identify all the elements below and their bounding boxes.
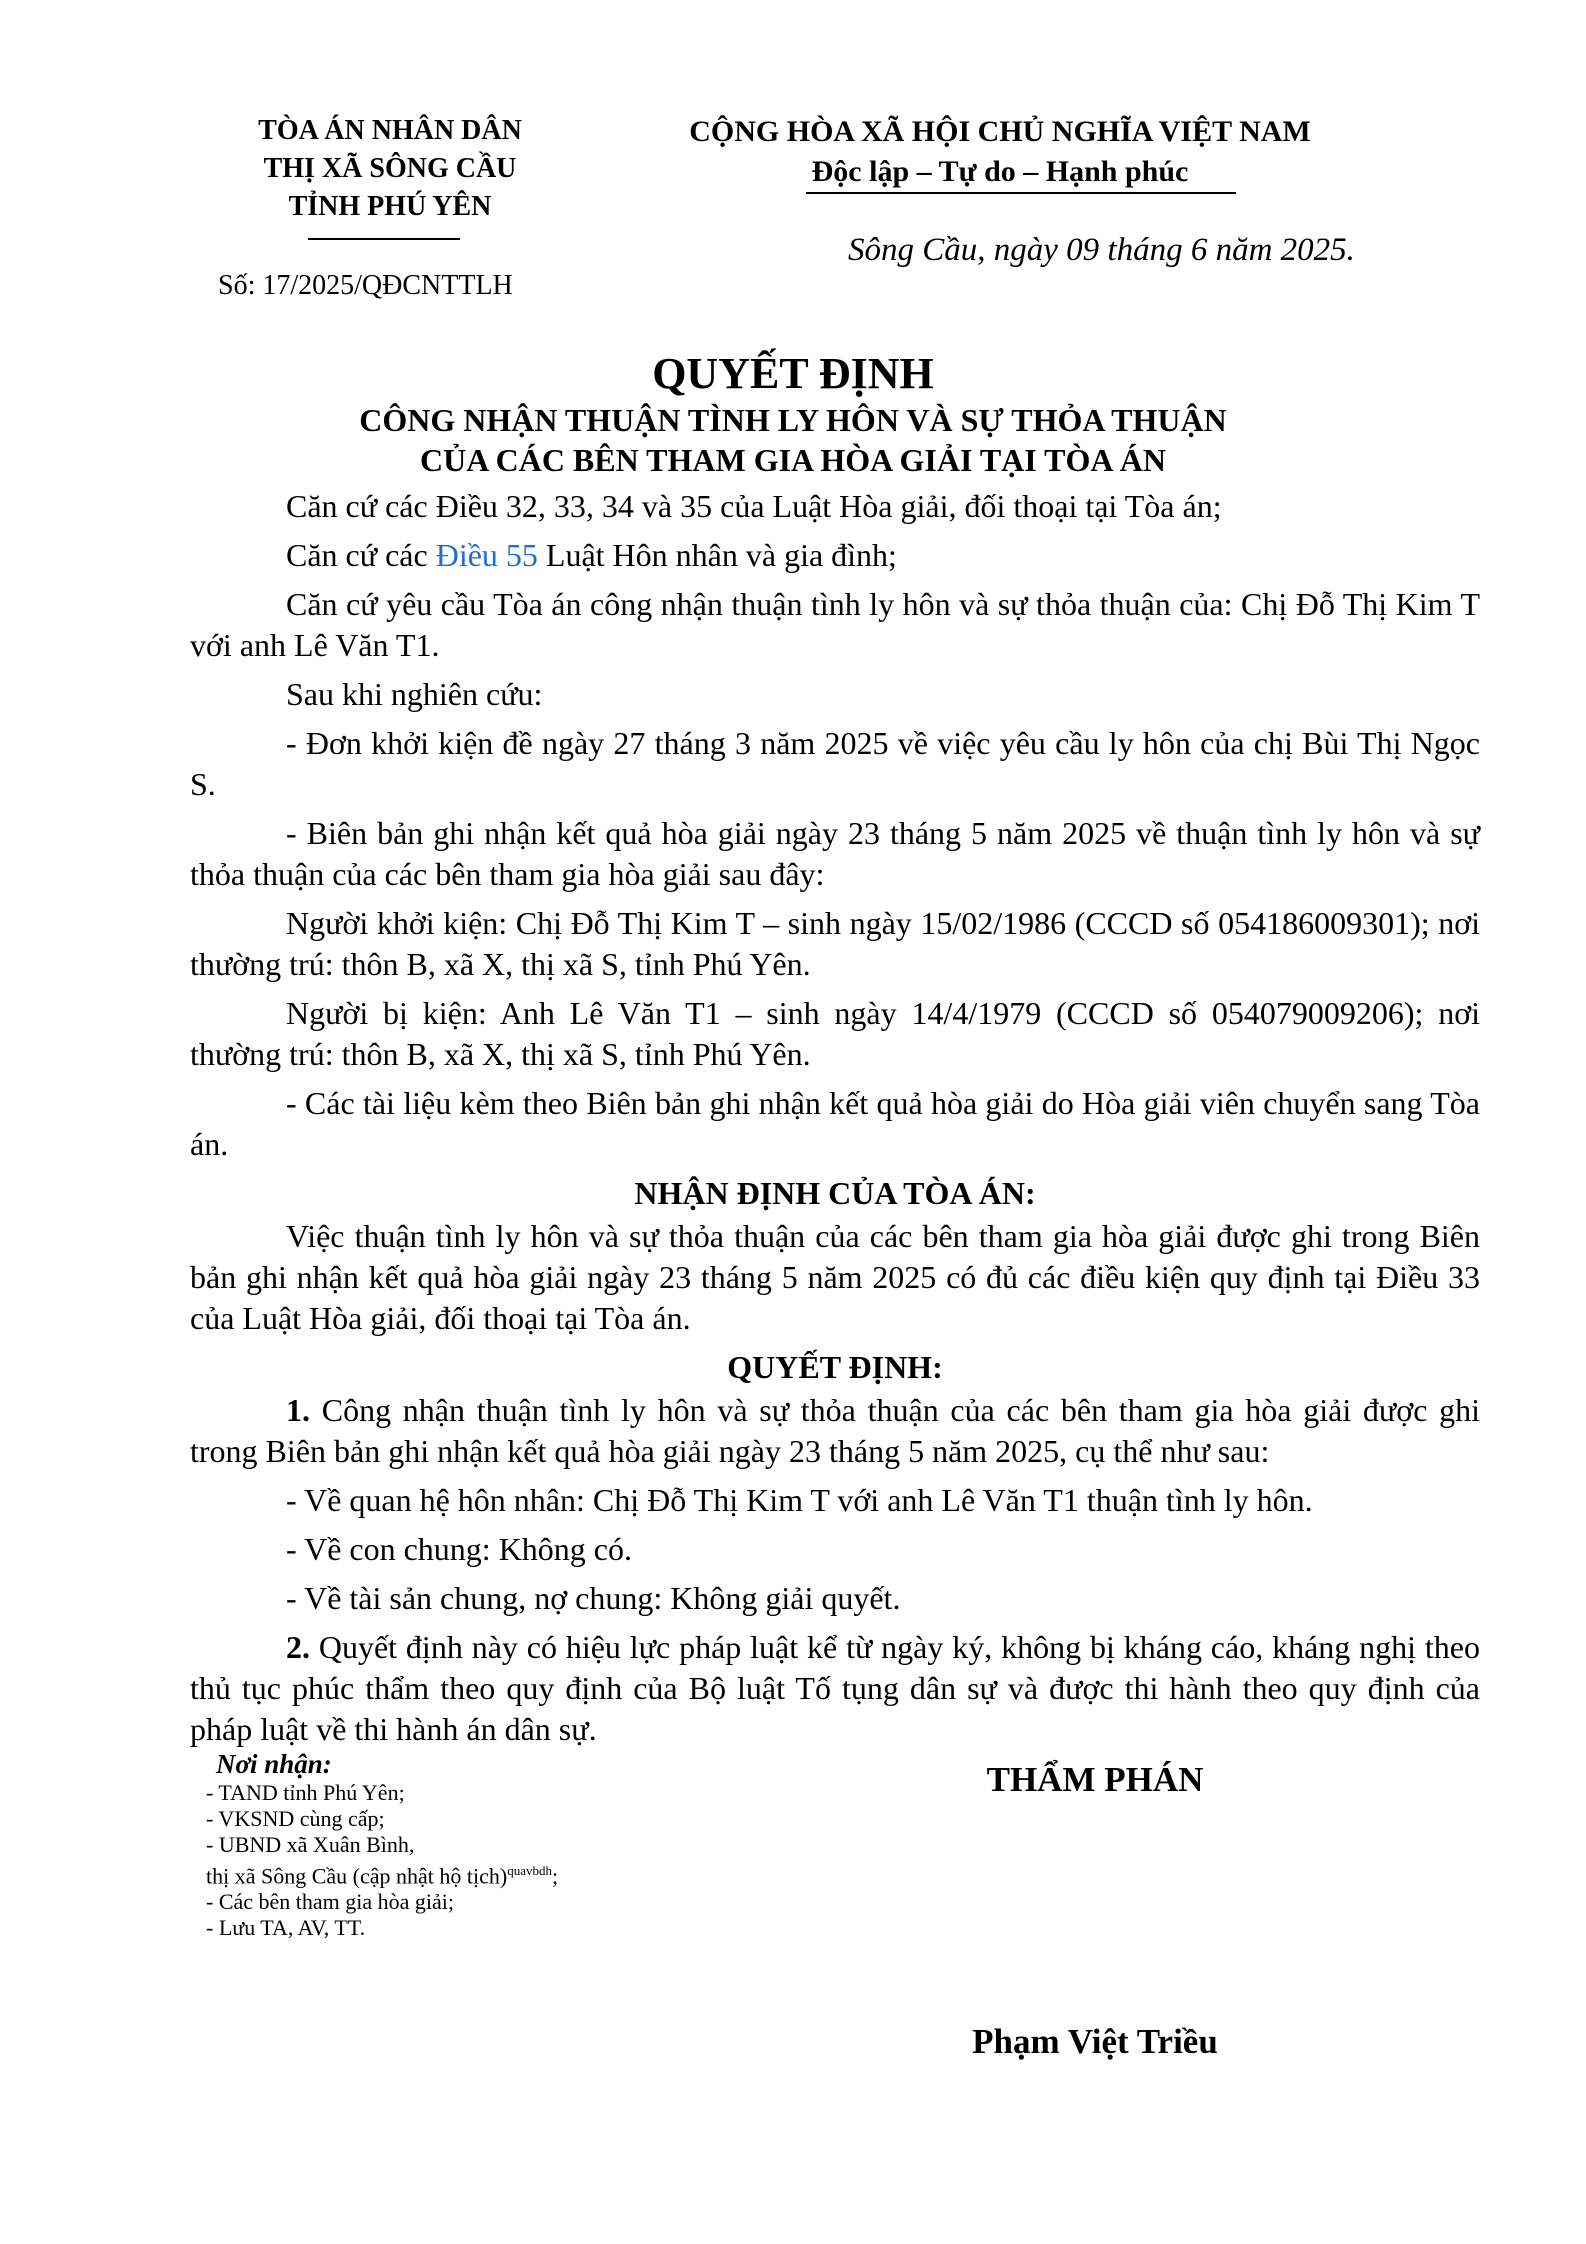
assessment-heading: NHẬN ĐỊNH CỦA TÒA ÁN: — [634, 1175, 1036, 1211]
basis-2-suffix: Luật Hôn nhân và gia đình; — [537, 537, 897, 573]
item-attachments: - Các tài liệu kèm theo Biên bản ghi nhận kết quả hòa giải do Hòa giải viên chuyển sang Tòa án. — [190, 1085, 1480, 1162]
recipient-1: - TAND tỉnh Phú Yên; — [206, 1780, 405, 1805]
decision-property: - Về tài sản chung, nợ chung: Không giải quyết. — [286, 1580, 901, 1616]
study-intro: Sau khi nghiên cứu: — [286, 676, 543, 712]
court-header — [180, 112, 600, 226]
recipient-6: - Lưu TA, AV, TT. — [206, 1915, 366, 1941]
document-number: Số: 17/2025/QĐCNTTLH — [218, 270, 513, 301]
basis-2-prefix: Căn cứ các — [286, 537, 436, 573]
assessment-text: Việc thuận tình ly hôn và sự thỏa thuận của các bên tham gia hòa giải được ghi trong Biên bản ghi nhận kết quả hòa giải ngày 23 tháng 5 năm 2025 có đủ các điều kiện quy định tại Điều 33 của Luật Hòa giải, đối thoại tại Tòa án. — [190, 1218, 1480, 1336]
basis-2 — [190, 535, 1480, 576]
decision-marriage: - Về quan hệ hôn nhân: Chị Đỗ Thị Kim T với anh Lê Văn T1 thuận tình ly hôn. — [286, 1482, 1313, 1518]
recipient-4-main: thị xã Sông Cầu (cập nhật hộ tịch) — [206, 1863, 508, 1889]
decision-1-number: 1. — [286, 1392, 310, 1428]
decision-2-text: Quyết định này có hiệu lực pháp luật kể từ ngày ký, không bị kháng cáo, kháng nghị theo thủ tục phúc thẩm theo quy định của Bộ luật Tố tụng dân sự và được thi hành theo quy định của pháp luật về thi hành án dân sự. — [190, 1629, 1480, 1747]
recipient-4 — [206, 1858, 558, 1889]
basis-3: Căn cứ yêu cầu Tòa án công nhận thuận tình ly hôn và sự thỏa thuận của: Chị Đỗ Thị Kim T với anh Lê Văn T1. — [190, 586, 1480, 663]
recipient-4-end: ; — [552, 1863, 559, 1889]
national-motto: Độc lập – Tự do – Hạnh phúc — [811, 155, 1189, 188]
decision-1 — [190, 1390, 1480, 1472]
recipient-3: - UBND xã Xuân Bình, — [206, 1832, 415, 1857]
national-header — [640, 112, 1360, 192]
document-body — [190, 486, 1480, 1758]
place-date: Sông Cầu, ngày 09 tháng 6 năm 2025. — [848, 232, 1355, 268]
judge-title: THẨM PHÁN — [986, 1760, 1204, 1799]
court-line-2: THỊ XÃ SÔNG CẦU — [263, 153, 517, 184]
recipient-2: - VKSND cùng cấp; — [206, 1806, 385, 1831]
recipient-4-sup: quavbdh — [507, 1863, 552, 1878]
recipient-5: - Các bên tham gia hòa giải; — [206, 1889, 455, 1915]
recipients-label: Nơi nhận: — [216, 1749, 332, 1779]
motto-underline — [806, 192, 1236, 194]
document-subtitle-2: CỦA CÁC BÊN THAM GIA HÒA GIẢI TẠI TÒA ÁN — [420, 442, 1166, 478]
item-mediation-record: - Biên bản ghi nhận kết quả hòa giải ngày 23 tháng 5 năm 2025 về thuận tình ly hôn và sự thỏa thuận của các bên tham gia hòa giải sau đây: — [190, 815, 1480, 892]
decision-children: - Về con chung: Không có. — [286, 1531, 632, 1567]
court-line-3: TỈNH PHÚ YÊN — [288, 191, 492, 222]
document-title: QUYẾT ĐỊNH — [652, 349, 934, 398]
decision-2 — [190, 1627, 1480, 1750]
country-name: CỘNG HÒA XÃ HỘI CHỦ NGHĨA VIỆT NAM — [689, 115, 1311, 148]
plaintiff-info: Người khởi kiện: Chị Đỗ Thị Kim T – sinh ngày 15/02/1986 (CCCD số 054186009301); nơi thường trú: thôn B, xã X, thị xã S, tỉnh Phú Yên. — [190, 905, 1480, 982]
decision-1-text: Công nhận thuận tình ly hôn và sự thỏa thuận của các bên tham gia hòa giải được ghi trong Biên bản ghi nhận kết quả hòa giải ngày 23 tháng 5 năm 2025, cụ thể như sau: — [190, 1392, 1480, 1469]
article-55-link[interactable]: Điều 55 — [435, 537, 538, 573]
defendant-info: Người bị kiện: Anh Lê Văn T1 – sinh ngày 14/4/1979 (CCCD số 054079009206); nơi thường trú: thôn B, xã X, thị xã S, tỉnh Phú Yên. — [190, 995, 1480, 1072]
decision-heading: QUYẾT ĐỊNH: — [727, 1349, 943, 1385]
basis-1: Căn cứ các Điều 32, 33, 34 và 35 của Luật Hòa giải, đối thoại tại Tòa án; — [286, 488, 1222, 524]
judge-name: Phạm Việt Triều — [972, 2022, 1218, 2061]
court-line-1: TÒA ÁN NHÂN DÂN — [258, 115, 522, 146]
court-header-underline — [308, 238, 460, 240]
decision-2-number: 2. — [286, 1629, 310, 1665]
recipients-block — [206, 1748, 558, 1941]
item-petition: - Đơn khởi kiện đề ngày 27 tháng 3 năm 2025 về việc yêu cầu ly hôn của chị Bùi Thị Ngọc S. — [190, 725, 1480, 802]
document-subtitle-1: CÔNG NHẬN THUẬN TÌNH LY HÔN VÀ SỰ THỎA THUẬN — [359, 402, 1227, 438]
